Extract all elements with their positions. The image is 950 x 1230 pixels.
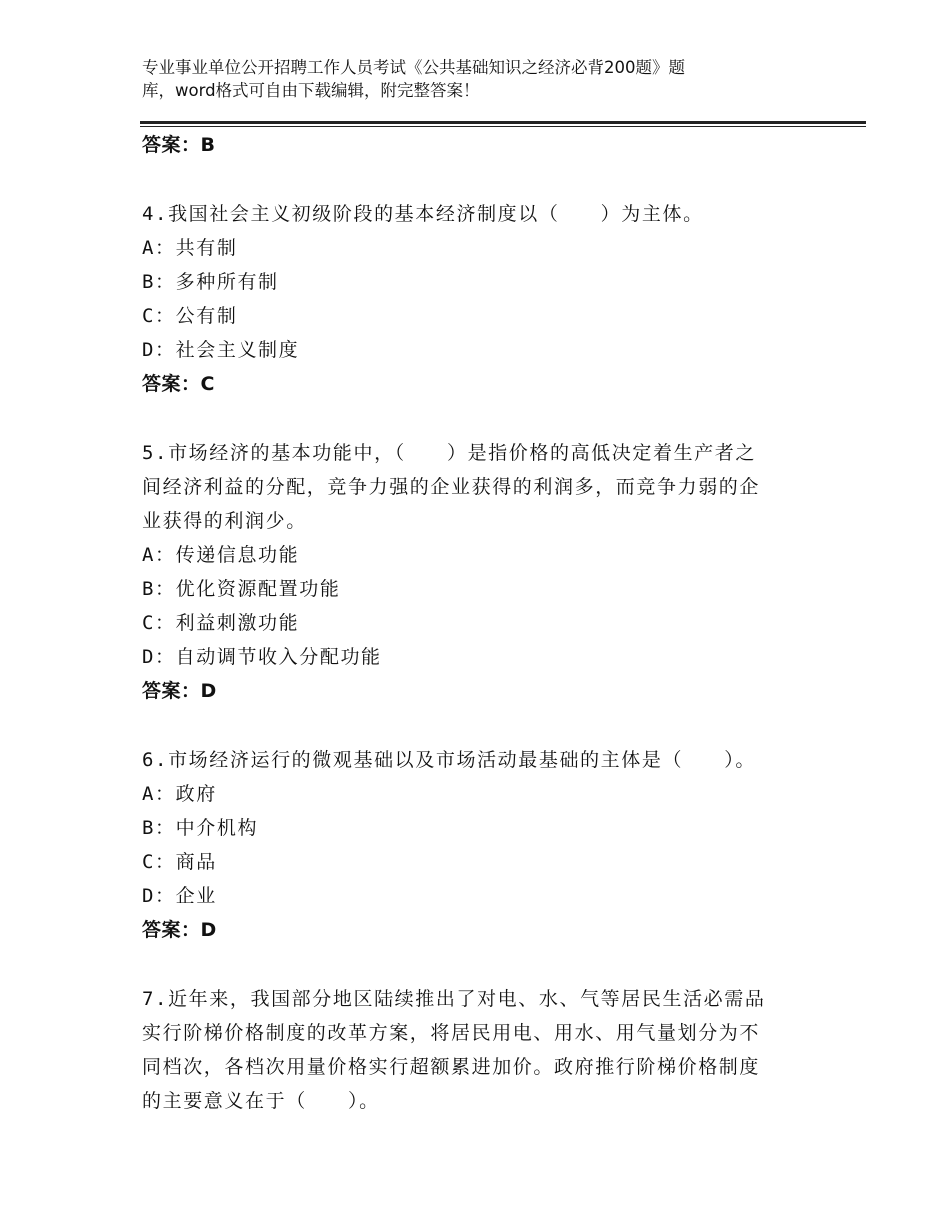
question-5 bbox=[142, 436, 802, 708]
option-a: A：共有制 bbox=[142, 237, 238, 259]
document-header bbox=[142, 56, 802, 102]
option-d: D：社会主义制度 bbox=[142, 339, 300, 361]
option-c: C：商品 bbox=[142, 851, 217, 873]
option-a: A：政府 bbox=[142, 783, 217, 805]
question-4 bbox=[142, 197, 802, 401]
question-stem: 7.近年来，我国部分地区陆续推出了对电、水、气等居民生活必需品 bbox=[142, 988, 766, 1010]
document-body bbox=[142, 128, 802, 1118]
question-stem: 4.我国社会主义初级阶段的基本经济制度以（ ）为主体。 bbox=[142, 203, 704, 225]
option-d: D：自动调节收入分配功能 bbox=[142, 646, 382, 668]
option-b: B：中介机构 bbox=[142, 817, 259, 839]
header-title-line-2: 库，word格式可自由下载编辑，附完整答案！ bbox=[142, 81, 480, 100]
question-stem: 5.市场经济的基本功能中，（ ）是指价格的高低决定着生产者之 bbox=[142, 442, 756, 464]
option-b: B：多种所有制 bbox=[142, 271, 279, 293]
answer: 答案：C bbox=[142, 373, 215, 395]
header-rule-thin bbox=[140, 126, 866, 127]
previous-answer: 答案：B bbox=[142, 134, 216, 156]
header-rule-thick bbox=[140, 121, 866, 124]
question-6 bbox=[142, 743, 802, 947]
question-stem: 业获得的利润少。 bbox=[142, 510, 307, 532]
question-stem: 6.市场经济运行的微观基础以及市场活动最基础的主体是（ ）。 bbox=[142, 749, 756, 771]
answer: 答案：D bbox=[142, 680, 217, 702]
option-c: C：公有制 bbox=[142, 305, 238, 327]
option-c: C：利益刺激功能 bbox=[142, 612, 300, 634]
option-b: B：优化资源配置功能 bbox=[142, 578, 341, 600]
header-title-line-1: 专业事业单位公开招聘工作人员考试《公共基础知识之经济必背200题》题 bbox=[142, 58, 685, 77]
answer: 答案：D bbox=[142, 919, 217, 941]
option-a: A：传递信息功能 bbox=[142, 544, 300, 566]
question-7 bbox=[142, 982, 802, 1118]
question-stem: 实行阶梯价格制度的改革方案，将居民用电、用水、用气量划分为不 bbox=[142, 1022, 761, 1044]
question-stem: 同档次，各档次用量价格实行超额累进加价。政府推行阶梯价格制度 bbox=[142, 1056, 761, 1078]
question-stem: 的主要意义在于（ ）。 bbox=[142, 1090, 380, 1112]
question-stem: 间经济利益的分配，竞争力强的企业获得的利润多，而竞争力弱的企 bbox=[142, 476, 761, 498]
option-d: D：企业 bbox=[142, 885, 217, 907]
